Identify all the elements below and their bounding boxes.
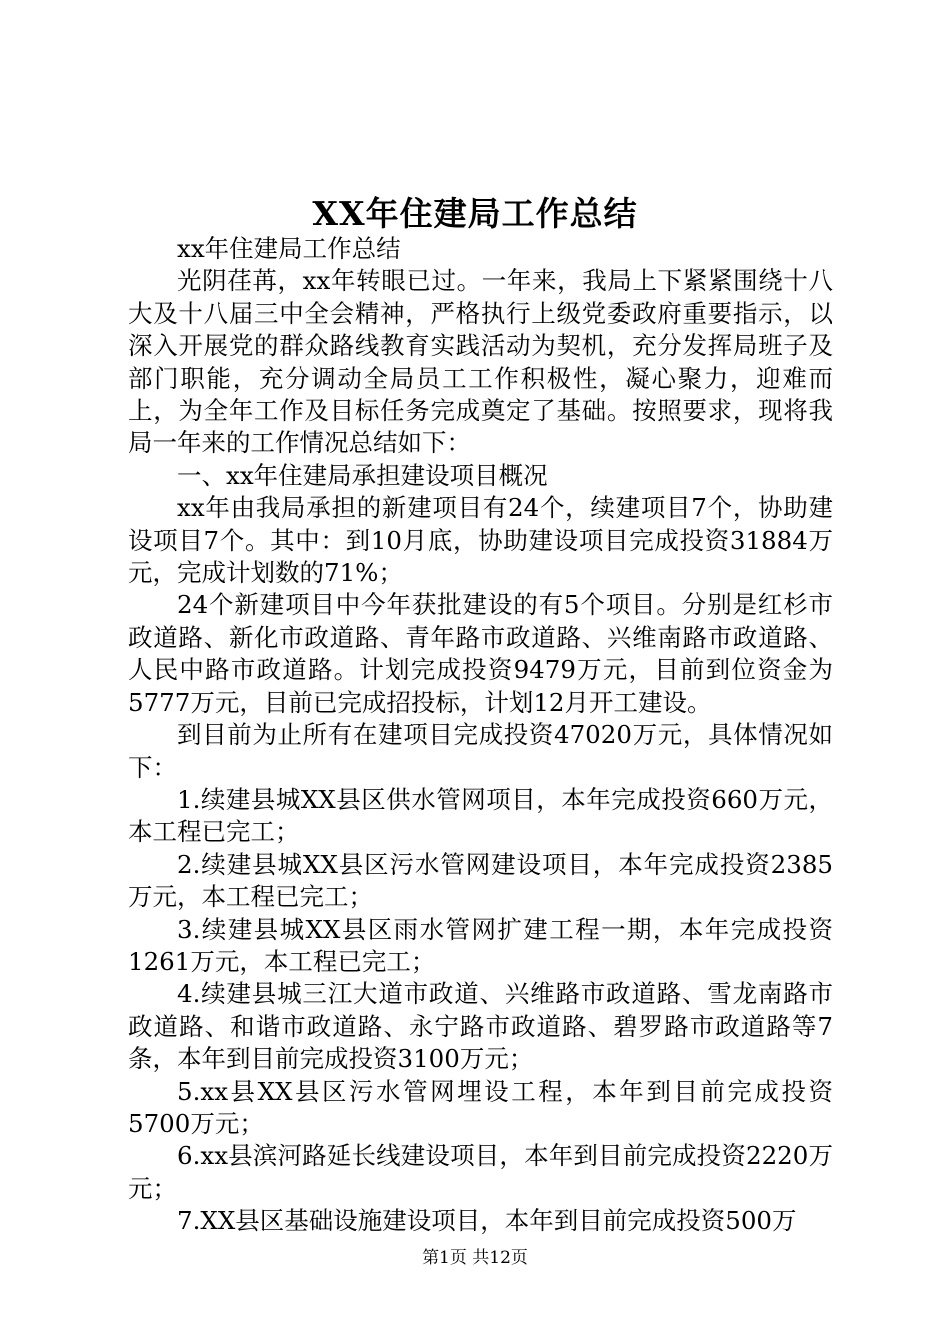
section-heading-1: 一、xx年住建局承担建设项目概况 bbox=[177, 460, 548, 490]
list-item-7: 7.XX县区基础设施建设项目，本年到目前完成投资500万 bbox=[177, 1206, 797, 1236]
list-item-3: 3.续建县城XX县区雨水管网扩建工程一期，本年完成投资1261万元，本工程已完工； bbox=[128, 914, 833, 976]
paragraph-new-projects: 24个新建项目中今年获批建设的有5个项目。分别是红杉市政道路、新化市政道路、青年路市政道路、兴维南路市政道路、人民中路市政道路。计划完成投资9479万元，目前到位资金为5777万元，目前已完成招投标，计划12月开工建设。 bbox=[128, 590, 833, 717]
document-title: XX年住建局工作总结 bbox=[312, 194, 638, 233]
list-item-2: 2.续建县城XX县区污水管网建设项目，本年完成投资2385万元，本工程已完工； bbox=[128, 849, 833, 912]
page-footer: 第1页 共12页 bbox=[422, 1248, 528, 1268]
list-item-6: 6.xx县滨河路延长线建设项目，本年到目前完成投资2220万元； bbox=[128, 1141, 833, 1203]
list-item-4: 4.续建县城三江大道市政道、兴维路市政道路、雪龙南路市政道路、和谐市政道路、永宁路市政道路、碧罗路市政道路等7条，本年到目前完成投资3100万元； bbox=[128, 979, 833, 1074]
document-body bbox=[128, 233, 833, 1238]
paragraph-intro: 光阴荏苒，xx年转眼已过。一年来，我局上下紧紧围绕十八大及十八届三中全会精神，严格执行上级党委政府重要指示，以深入开展党的群众路线教育实践活动为契机，充分发挥局班子及部门职能，充分调动全局员工工作积极性，凝心聚力，迎难而上，为全年工作及目标任务完成奠定了基础。按照要求，现将我局一年来的工作情况总结如下： bbox=[128, 266, 833, 458]
paragraph-subtitle: xx年住建局工作总结 bbox=[177, 234, 401, 263]
paragraph-investment-total: 到目前为止所有在建项目完成投资47020万元，具体情况如下： bbox=[128, 720, 833, 782]
list-item-1: 1.续建县城XX县区供水管网项目，本年完成投资660万元，本工程已完工； bbox=[128, 784, 833, 847]
list-item-5: 5.xx县XX县区污水管网埋设工程，本年到目前完成投资5700万元； bbox=[128, 1076, 833, 1138]
paragraph-projects-overview: xx年由我局承担的新建项目有24个，续建项目7个，协助建设项目7个。其中：到10月底，协助建设项目完成投资31884万元，完成计划数的71%； bbox=[128, 493, 833, 588]
